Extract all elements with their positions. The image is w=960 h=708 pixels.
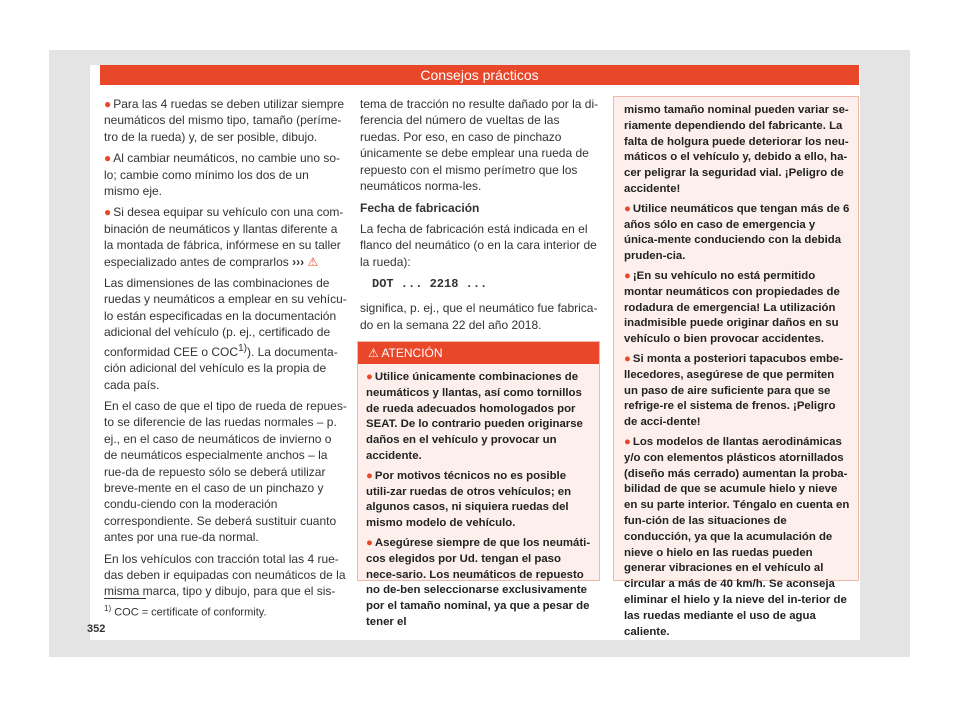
bullet-item: ● Para las 4 ruedas se deben utilizar siempre neumáticos del mismo tipo, tamaño (períme-tro de la rueda) y, de ser posible, dibujo.: [104, 97, 345, 144]
page-number: 352: [87, 623, 106, 635]
text-column-middle: [360, 96, 600, 338]
footnote: [104, 604, 267, 619]
section-heading: Fecha de fabricación: [360, 201, 480, 216]
footnote-text: COC = certificate of conformity.: [114, 606, 267, 619]
footnote-ref[interactable]: 1): [238, 342, 247, 354]
bullet-item: ● Al cambiar neumáticos, no cambie uno so-lo; cambie como mínimo los dos de un mismo eje.: [104, 151, 341, 199]
bullet-item: ● Los modelos de llantas aerodinámicas y/o con elementos plásticos atornillados (diseño más cerrado) aumentan la proba-bilidad de que se acumule hielo y nieve en su parte interior. Téngalo en cuenta en fun-ción de las situaciones de conducción, ya que la acumulación de nieve o hielo en las ruedas pueden generar vibraciones en el vehículo al circular a más de 40 km/h. Se aconseja eliminar el hielo y la nieve del in-terior de las ruedas mediante el uso de agua caliente.: [624, 435, 850, 638]
paragraph: En los vehículos con tracción total las 4 rue-das deben ir equipadas con neumáticos de la misma marca, tipo y dibujo, para que el sis-: [104, 551, 346, 599]
bullet-icon: ●: [104, 97, 112, 111]
warning-body-continued: [614, 97, 858, 640]
bullet-icon: ●: [104, 205, 112, 220]
dot-code: DOT ... 2218 ...: [372, 277, 488, 292]
warning-triangle-icon: ⚠: [307, 254, 319, 269]
bullet-icon: ●: [366, 536, 373, 549]
bullet-icon: ●: [624, 269, 631, 282]
warning-header: [358, 342, 599, 364]
warning-box: [357, 341, 600, 628]
paragraph: significa, p. ej., que el neumático fue fabrica-do en la semana 22 del año 2018.: [360, 301, 598, 332]
footnote-marker: 1): [104, 604, 112, 613]
footnote-divider: [104, 598, 146, 599]
reference-arrows[interactable]: ›››: [292, 254, 305, 269]
bullet-item: ● Utilice únicamente combinaciones de neumáticos y llantas, así como tornillos de rueda adecuados homologados por SEAT. De lo contrario pueden originarse daños en el vehículo y provocar un accidente.: [366, 371, 583, 462]
section-header: Consejos prácticos: [100, 65, 859, 85]
bullet-icon: ●: [624, 352, 631, 365]
bullet-item: ● Si monta a posteriori tapacubos embe-llecedores, asegúrese de que permiten un paso de aire suficiente para que se refrige-re el sistema de frenos. ¡Peligro de acci-dente!: [624, 352, 844, 429]
paragraph: mismo tamaño nominal pueden variar se-riamente dependiendo del fabricante. La falta de holgura puede deteriorar los neu-máticos o el vehículo y, debido a ello, ha-cer peligrar la seguridad vial. ¡Peligro de accidente!: [624, 104, 849, 195]
bullet-icon: ●: [104, 151, 112, 166]
bullet-item: ● Asegúrese siempre de que los neumáti-cos elegidos por Ud. tengan el paso nece-sario. Los neumáticos de repuesto no de-ben seleccionarse exclusivamente por el tamaño nominal, ya que a pesar de tener el: [366, 536, 591, 628]
paragraph: tema de tracción no resulte dañado por la di-ferencia del número de vueltas de las ruedas. Por eso, en caso de pinchazo únicamente se debe emplear una rueda de repuesto con el mismo perímetro que los neumáticos norma-les.: [360, 97, 599, 194]
bullet-item: ● ¡En su vehículo no está permitido montar neumáticos con propiedades de rodadura de emergencia! La utilización inadmisible puede originar daños en su vehículo o bien provocar accidentes.: [624, 269, 840, 346]
bullet-icon: ●: [624, 435, 631, 448]
warning-title: ATENCIÓN: [381, 346, 443, 360]
bullet-icon: ●: [366, 371, 373, 383]
paragraph: Las dimensiones de las combinaciones de ruedas y neumáticos a emplear en su vehícu-lo están especificadas en la documentación adicional del vehículo (p. ej., certificado de conformidad CEE o COC$^{1)}$). La documenta-ción adicional del vehículo es la propia de cada país.: [104, 276, 347, 392]
bullet-icon: ●: [624, 202, 631, 215]
paragraph: En el caso de que el tipo de rueda de repues-to se diferencie de las ruedas normales – p. ej., en el caso de neumáticos de invierno o de neumáticos especialmente anchos – la rue-da de repuesto sólo se deberá utilizar breve-mente en el caso de un pinchazo y condu-ciendo con la moderación correspondiente. Se deberá sustituir cuanto antes por una rue-da normal.: [104, 398, 347, 545]
warning-body: [358, 364, 599, 631]
bullet-item: ● Por motivos técnicos no es posible utili-zar ruedas de otros vehículos; en algunos casos, ni siquiera ruedas del mismo modelo de vehículo.: [366, 469, 572, 530]
warning-triangle-icon: ⚠: [368, 346, 379, 360]
text-column-left: [104, 96, 347, 605]
warning-box-continued: [613, 96, 859, 638]
bullet-icon: ●: [366, 469, 373, 482]
bullet-item: ● Utilice neumáticos que tengan más de 6 años sólo en caso de emergencia y única-mente conduciendo con la debida pruden-cia.: [624, 202, 850, 263]
paragraph: La fecha de fabricación está indicada en el flanco del neumático (o en la cara interior de la rueda):: [360, 221, 597, 269]
bullet-item: ● Si desea equipar su vehículo con una com-binación de neumáticos y llantas diferente a la montada de fábrica, infórmese en su taller especializado antes de comprarlos ››› ⚠: [104, 205, 344, 269]
